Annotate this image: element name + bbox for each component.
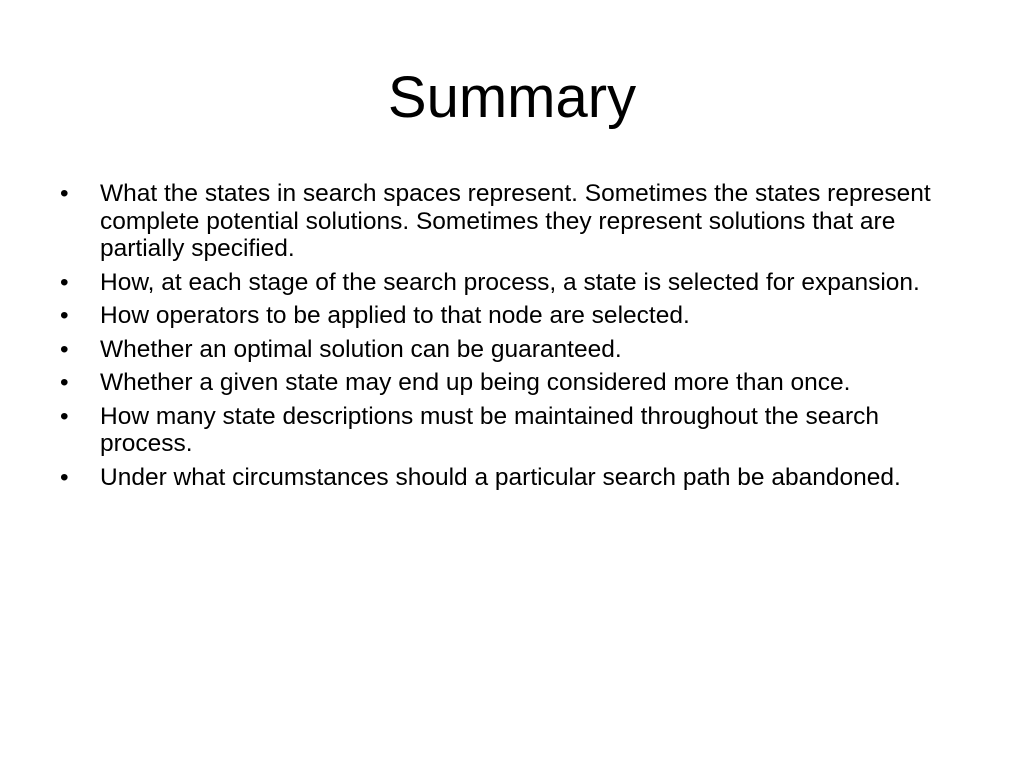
bullet-item (60, 403, 960, 458)
bullet-text: How operators to be applied to that node are selected. (100, 302, 690, 329)
bullet-dot: • (60, 463, 69, 491)
bullet-text: How many state descriptions must be maintained throughout the search process. (100, 402, 879, 457)
bullet-item (60, 369, 960, 397)
bullet-dot: • (60, 180, 69, 207)
bullet-text: What the states in search spaces represent. Sometimes the states represent complete potential solutions. Sometimes they represent solutions that are partially specified. (100, 180, 931, 262)
bullet-dot: • (60, 302, 69, 329)
bullet-dot: • (60, 369, 69, 396)
bullet-dot: • (60, 335, 69, 363)
bullet-dot: • (60, 268, 69, 296)
bullet-item (60, 336, 960, 364)
bullet-item (60, 180, 960, 263)
bullet-list (60, 180, 960, 497)
bullet-text: Under what circumstances should a particular search path be abandoned. (100, 463, 901, 491)
bullet-item (60, 464, 960, 492)
bullet-text: How, at each stage of the search process, a state is selected for expansion. (100, 268, 920, 296)
bullet-text: Whether an optimal solution can be guaranteed. (100, 335, 622, 363)
bullet-text: Whether a given state may end up being considered more than once. (100, 369, 851, 396)
slide-title: Summary (387, 65, 637, 130)
bullet-dot: • (60, 402, 69, 430)
bullet-item (60, 302, 960, 330)
bullet-item (60, 269, 960, 297)
